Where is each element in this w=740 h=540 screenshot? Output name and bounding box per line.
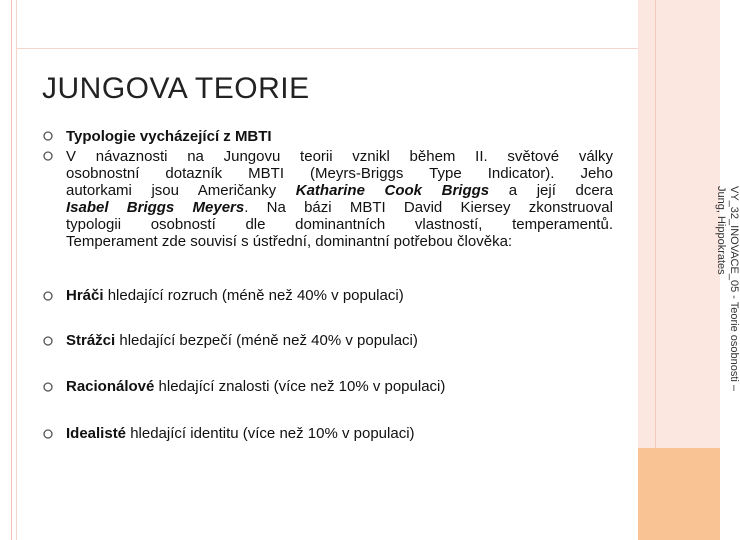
ring-bullet-icon bbox=[42, 335, 54, 347]
list-item-guardians bbox=[66, 332, 613, 349]
section-heading bbox=[66, 128, 613, 145]
author-name-2: Isabel Briggs Meyers bbox=[66, 199, 245, 216]
ring-bullet-icon bbox=[42, 428, 54, 440]
paragraph-line: osobnostní dotazník MBTI (Meyrs-Briggs Type Indicator). Jeho bbox=[66, 165, 613, 182]
paragraph-text: autorkami jsou Američanky bbox=[66, 182, 296, 199]
left-decor-line-inner bbox=[16, 0, 17, 540]
list-item-text: hledající bezpečí (méně než 40% v populaci) bbox=[115, 332, 418, 349]
ring-bullet-icon bbox=[42, 381, 54, 393]
list-item-text: hledající znalosti (více než 10% v populaci) bbox=[154, 378, 446, 395]
paragraph-line bbox=[66, 199, 613, 216]
intro-paragraph bbox=[66, 148, 613, 250]
paragraph-line: V návaznosti na Jungovu teorii vznikl během II. světové války bbox=[66, 148, 613, 165]
orange-corner-block bbox=[638, 448, 720, 540]
ring-bullet-icon bbox=[42, 130, 54, 142]
side-label-line1: VY_32_INOVACE_05 - Teorie osobnosti – bbox=[728, 186, 740, 392]
ring-bullet-icon bbox=[42, 290, 54, 302]
list-item-term: Hráči bbox=[66, 287, 104, 304]
paragraph-line: Temperament zde souvisí s ústřední, dominantní potřebou člověka: bbox=[66, 233, 513, 250]
side-label bbox=[688, 186, 740, 422]
list-item-players bbox=[66, 287, 613, 304]
list-item-idealists bbox=[66, 425, 613, 442]
paragraph-text: . Na bázi MBTI David Kiersey zkonstruoval bbox=[244, 199, 613, 216]
list-item-term: Strážci bbox=[66, 332, 116, 349]
list-item-text: hledající rozruch (méně než 40% v populaci) bbox=[103, 287, 404, 304]
slide-title: JUNGOVA TEORIE bbox=[42, 72, 310, 105]
left-decor-line bbox=[11, 0, 12, 540]
paragraph-line bbox=[66, 182, 613, 199]
list-item-term: Racionálové bbox=[66, 378, 155, 395]
ring-bullet-icon bbox=[42, 150, 54, 162]
author-name-1: Katharine Cook Briggs bbox=[295, 182, 490, 199]
section-heading-text: Typologie vycházející z MBTI bbox=[66, 128, 272, 145]
top-decor-line bbox=[16, 48, 638, 49]
list-item-rationals bbox=[66, 378, 613, 395]
paragraph-text: a její dcera bbox=[489, 182, 614, 199]
list-item-term: Idealisté bbox=[66, 425, 127, 442]
paragraph-line: typologii osobností dle dominantních vlastností, temperamentů. bbox=[66, 216, 613, 233]
side-label-line2: Jung, Hippokrates bbox=[715, 186, 727, 275]
list-item-text: hledající identitu (více než 10% v populaci) bbox=[126, 425, 415, 442]
